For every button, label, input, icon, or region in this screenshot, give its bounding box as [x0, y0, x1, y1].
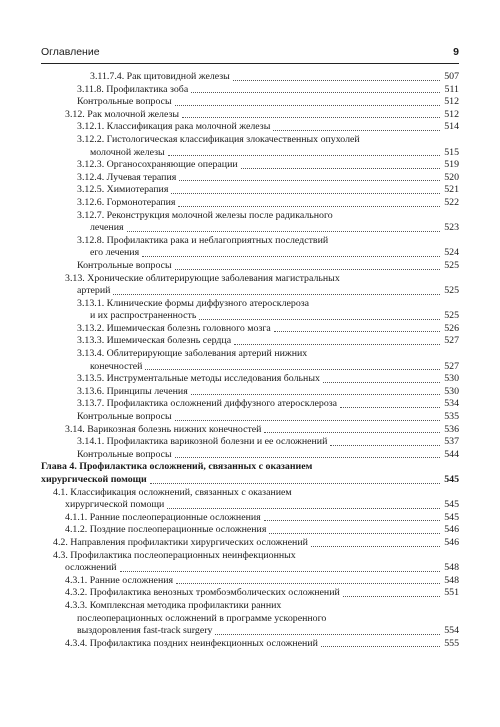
toc-entry-line: [41, 247, 459, 260]
toc-entry-line: [41, 386, 459, 399]
dot-leader: [274, 331, 440, 332]
toc-entry-line: [41, 273, 459, 286]
toc-entry-line: [41, 172, 459, 185]
toc-page-number: 515: [444, 146, 459, 158]
toc-entry-text: 4.3.2. Профилактика венозных тромбоэмболических осложнений: [65, 587, 340, 599]
header-rule: [41, 63, 459, 64]
toc-entry-line: [41, 613, 459, 626]
dot-leader: [175, 457, 440, 458]
toc-entry-text: хирургической помощи: [65, 499, 165, 511]
toc-entry-line: [41, 361, 459, 374]
dot-leader: [264, 520, 440, 521]
toc-entry-line: [41, 71, 459, 84]
toc-entry-text: Контрольные вопросы: [77, 259, 172, 271]
dot-leader: [175, 105, 440, 106]
table-of-contents: [41, 71, 459, 650]
toc-entry-line: [41, 184, 459, 197]
toc-entry-line: [41, 134, 459, 147]
toc-page-number: 536: [444, 423, 459, 435]
toc-entry-line: [41, 298, 459, 311]
toc-entry-text: 3.12. Рак молочной железы: [65, 108, 180, 120]
dot-leader: [179, 180, 440, 181]
dot-leader: [176, 583, 440, 584]
dot-leader: [215, 634, 440, 635]
toc-entry-text: 4.3.3. Комплексная методика профилактики ранних: [65, 599, 282, 611]
toc-entry-text: 3.12.6. Гормонотерапия: [77, 196, 176, 208]
dot-leader: [199, 319, 440, 320]
toc-entry-line: [41, 537, 459, 550]
toc-entry-line: [41, 638, 459, 651]
toc-page-number: 544: [444, 448, 459, 460]
toc-entry-line: [41, 524, 459, 537]
toc-entry-text: 3.12.4. Лучевая терапия: [77, 171, 177, 183]
toc-page-number: 525: [444, 310, 459, 322]
toc-entry-line: [41, 147, 459, 160]
toc-page-number: 545: [444, 511, 459, 523]
toc-page-number: 527: [444, 335, 459, 347]
toc-page-number: 527: [444, 360, 459, 372]
dot-leader: [142, 256, 440, 257]
toc-entry-line: [41, 424, 459, 437]
header-title: Оглавление: [41, 46, 100, 58]
toc-entry-text: 3.13. Хронические облитерирующие заболевания магистральных: [65, 272, 340, 284]
toc-entry-text: 4.1.1. Ранние послеоперационные осложнения: [65, 511, 261, 523]
toc-entry-text: 4.1.2. Поздние послеоперационные осложнения: [65, 524, 267, 536]
toc-page-number: 512: [444, 96, 459, 108]
toc-page-number: 511: [444, 83, 459, 95]
toc-page-number: 546: [444, 524, 459, 536]
toc-entry-line: [41, 499, 459, 512]
toc-entry-text: лечения: [90, 222, 124, 234]
toc-entry-line: [41, 96, 459, 109]
toc-entry-text: послеоперационных осложнений в программе ускоренного: [77, 612, 327, 624]
toc-entry-line: [41, 310, 459, 323]
toc-entry-line: [41, 474, 459, 487]
toc-entry-text: 3.13.2. Ишемическая болезнь головного мозга: [77, 322, 271, 334]
toc-entry-line: [41, 159, 459, 172]
toc-entry-line: [41, 600, 459, 613]
dot-leader: [168, 155, 440, 156]
dot-leader: [175, 269, 440, 270]
dot-leader: [343, 596, 440, 597]
toc-entry-line: [41, 575, 459, 588]
toc-page-number: 525: [444, 259, 459, 271]
toc-entry-line: [41, 373, 459, 386]
toc-entry-text: 4.1. Классификация осложнений, связанных с оказанием: [53, 486, 292, 498]
toc-entry-text: 3.12.1. Классификация рака молочной железы: [77, 121, 271, 133]
dot-leader: [269, 533, 440, 534]
dot-leader: [182, 117, 440, 118]
toc-page-number: 548: [444, 562, 459, 574]
toc-entry-text: 3.12.5. Химиотерапия: [77, 184, 169, 196]
toc-entry-text: 3.13.5. Инструментальные методы исследования больных: [77, 373, 320, 385]
dot-leader: [175, 420, 440, 421]
toc-entry-text: его лечения: [90, 247, 140, 259]
dot-leader: [264, 432, 440, 433]
toc-page-number: 514: [444, 121, 459, 133]
toc-page-number: 530: [444, 385, 459, 397]
dot-leader: [127, 231, 440, 232]
toc-entry-line: [41, 625, 459, 638]
toc-entry-line: [41, 235, 459, 248]
toc-page-number: 520: [444, 171, 459, 183]
toc-page-number: 523: [444, 222, 459, 234]
toc-entry-text: 3.14. Варикозная болезнь нижних конечностей: [65, 423, 262, 435]
toc-entry-line: [41, 210, 459, 223]
header-page-number: 9: [453, 46, 459, 58]
toc-page-number: 530: [444, 373, 459, 385]
toc-entry-text: хирургической помощи: [41, 474, 147, 485]
toc-page-number: 545: [444, 499, 459, 511]
dot-leader: [171, 193, 440, 194]
toc-entry-text: выздоровления fast-track surgery: [77, 625, 213, 637]
dot-leader: [120, 571, 440, 572]
dot-leader: [330, 445, 440, 446]
toc-entry-line: [41, 348, 459, 361]
toc-page-number: 526: [444, 322, 459, 334]
dot-leader: [145, 369, 440, 370]
toc-entry-line: [41, 449, 459, 462]
toc-entry-line: [41, 512, 459, 525]
toc-entry-text: 3.13.6. Принципы лечения: [77, 385, 188, 397]
toc-entry-text: Контрольные вопросы: [77, 411, 172, 423]
toc-entry-text: 4.3.1. Ранние осложнения: [65, 574, 174, 586]
toc-entry-line: [41, 398, 459, 411]
toc-page-number: 546: [444, 536, 459, 548]
toc-entry-text: и их распространенность: [90, 310, 197, 322]
toc-entry-line: [41, 411, 459, 424]
toc-entry-text: 3.12.8. Профилактика рака и неблагоприятных последствий: [77, 234, 329, 246]
toc-entry-line: [41, 562, 459, 575]
dot-leader: [273, 130, 440, 131]
dot-leader: [241, 168, 440, 169]
toc-entry-line: [41, 285, 459, 298]
toc-page-number: 507: [444, 71, 459, 82]
toc-entry-text: 3.13.7. Профилактика осложнений диффузного атеросклероза: [77, 398, 338, 410]
toc-entry-line: [41, 109, 459, 122]
toc-entry-line: [41, 84, 459, 97]
toc-page-number: 545: [444, 474, 459, 485]
toc-entry-text: 4.3. Профилактика послеоперационных неинфекционных: [53, 549, 296, 561]
toc-page-number: 522: [444, 196, 459, 208]
toc-entry-text: 3.12.3. Органосохраняющие операции: [77, 159, 238, 171]
toc-entry-line: [41, 260, 459, 273]
toc-entry-text: 3.12.2. Гистологическая классификация злокачественных опухолей: [77, 133, 360, 145]
toc-entry-line: [41, 461, 459, 474]
toc-page-number: 534: [444, 398, 459, 410]
toc-entry-text: молочной железы: [90, 146, 165, 158]
toc-page-number: 537: [444, 436, 459, 448]
dot-leader: [323, 382, 440, 383]
toc-entry-line: [41, 587, 459, 600]
toc-entry-text: 3.11.8. Профилактика зоба: [77, 83, 189, 95]
dot-leader: [150, 483, 440, 484]
dot-leader: [191, 92, 440, 93]
toc-entry-text: Контрольные вопросы: [77, 96, 172, 108]
running-header: [41, 46, 459, 62]
toc-page-number: 521: [444, 184, 459, 196]
dot-leader: [178, 206, 440, 207]
toc-entry-text: артерий: [77, 285, 111, 297]
toc-page-number: 551: [444, 587, 459, 599]
toc-entry-text: 4.2. Направления профилактики хирургических осложнений: [53, 536, 308, 548]
toc-entry-text: 3.13.3. Ишемическая болезнь сердца: [77, 335, 232, 347]
dot-leader: [311, 546, 440, 547]
dot-leader: [191, 394, 440, 395]
toc-entry-text: 3.11.7.4. Рак щитовидной железы: [90, 71, 230, 82]
toc-page-number: 554: [444, 625, 459, 637]
toc-page-number: 555: [444, 637, 459, 649]
toc-page-number: 525: [444, 285, 459, 297]
toc-entry-line: [41, 550, 459, 563]
toc-page-number: 548: [444, 574, 459, 586]
toc-entry-line: [41, 436, 459, 449]
toc-entry-line: [41, 323, 459, 336]
toc-entry-text: 3.13.1. Клинические формы диффузного атеросклероза: [77, 297, 310, 309]
toc-entry-text: осложнений: [65, 562, 117, 574]
toc-page-number: 512: [444, 108, 459, 120]
toc-entry-line: [41, 121, 459, 134]
toc-entry-text: Глава 4. Профилактика осложнений, связанных с оказанием: [41, 461, 313, 473]
toc-entry-line: [41, 487, 459, 500]
toc-entry-line: [41, 222, 459, 235]
toc-entry-text: 4.3.4. Профилактика поздних неинфекционных осложнений: [65, 637, 318, 649]
toc-entry-text: Контрольные вопросы: [77, 448, 172, 460]
dot-leader: [113, 294, 440, 295]
toc-entry-line: [41, 335, 459, 348]
toc-entry-text: 3.14.1. Профилактика варикозной болезни и ее осложнений: [77, 436, 328, 448]
toc-entry-text: 3.13.4. Облитерирующие заболевания артерий нижних: [77, 348, 308, 360]
toc-page-number: 535: [444, 411, 459, 423]
dot-leader: [340, 407, 440, 408]
dot-leader: [234, 344, 440, 345]
dot-leader: [233, 80, 440, 81]
dot-leader: [167, 508, 440, 509]
toc-entry-text: 3.12.7. Реконструкция молочной железы после радикального: [77, 209, 333, 221]
dot-leader: [321, 646, 440, 647]
toc-page-number: 524: [444, 247, 459, 259]
toc-page-number: 519: [444, 159, 459, 171]
toc-entry-text: конечностей: [90, 360, 143, 372]
toc-entry-line: [41, 197, 459, 210]
